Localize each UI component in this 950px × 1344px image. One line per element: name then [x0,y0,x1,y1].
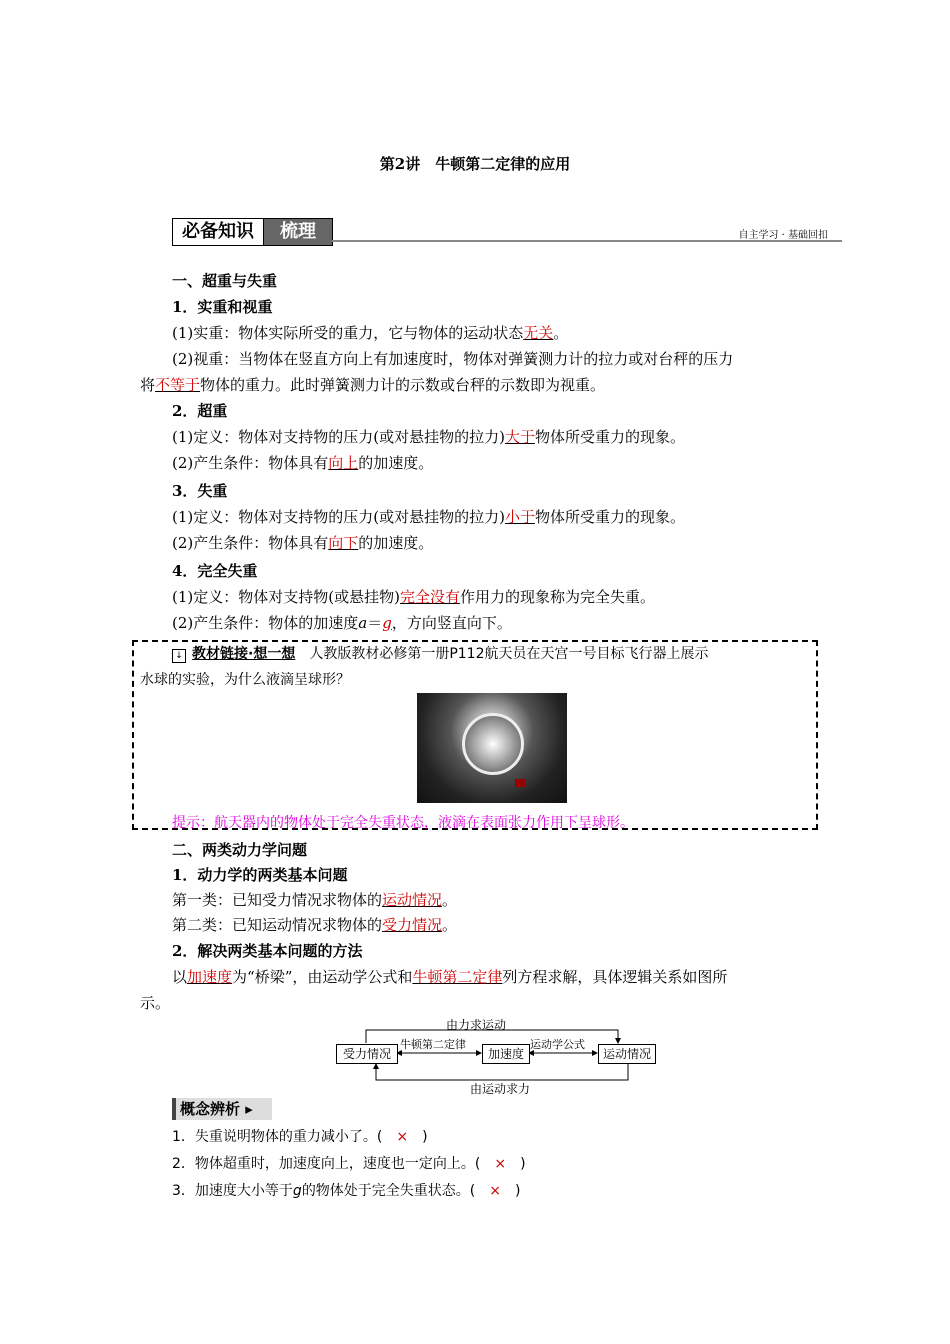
banner-left: 必备知识 [172,218,264,246]
concept-heading: 概念辨析 ▸ [172,1098,272,1120]
answer-blank: 加速度 [187,968,233,986]
s2-p2-line-b: 示。 [140,994,171,1012]
s1-p1-title: 1．实重和视重 [172,298,273,316]
link-hint: 提示：航天器内的物体处于完全失重状态，液滴在表面张力作用下呈球形。 [172,815,634,831]
answer-blank: g [382,614,392,632]
diagram-top-label: 由力求运动 [446,1018,507,1032]
section1-heading: 一、超重与失重 [172,272,278,290]
s1-p4-title: 4．完全失重 [172,562,258,580]
answer-blank: 不等于 [155,376,201,394]
wrong-mark: × [396,1129,409,1145]
diagram-arrow2-label: 运动学公式 [530,1038,585,1051]
s2-p1-line-b: 第二类：已知运动情况求物体的受力情况。 [172,916,458,934]
diagram-arrow1-label: 牛顿第二定律 [400,1038,466,1051]
answer-blank: 向下 [328,534,359,552]
answer-blank: 大于 [504,428,535,446]
diagram-bottom-label: 由运动求力 [470,1082,531,1096]
s1-p1-line-b1: (2)视重：当物体在竖直方向上有加速度时，物体对弹簧测力计的拉力或对台秤的压力 [172,350,734,368]
banner-right: 梳理 [263,218,333,246]
page-title: 第2讲 牛顿第二定律的应用 [379,155,571,173]
s1-p1-line-a: (1)实重：物体实际所受的重力，它与物体的运动状态无关。 [172,324,569,342]
s1-p2-line-b: (2)产生条件：物体具有向上的加速度。 [172,454,434,472]
link-line2: 水球的实验，为什么液滴呈球形？ [140,672,350,688]
diagram-box-force: 受力情况 [336,1044,398,1064]
s1-p4-line-b: (2)产生条件：物体的加速度a＝g，方向竖直向下。 [172,614,512,632]
s1-p2-line-a: (1)定义：物体对支持物的压力(或对悬挂物的拉力)大于物体所受重力的现象。 [172,428,685,446]
astronaut-water-ball-photo [417,693,567,803]
diagram-box-acceleration: 加速度 [482,1044,530,1064]
answer-blank: 受力情况 [382,916,443,934]
s1-p3-title: 3．失重 [172,482,228,500]
diagram-box-motion: 运动情况 [598,1044,656,1064]
s1-p1-line-b2: 将不等于物体的重力。此时弹簧测力计的示数或台秤的示数即为视重。 [140,376,606,394]
concept-q2: 2．物体超重时，加速度向上，速度也一定向上。( × ) [172,1156,526,1172]
s2-p2-line-a: 以加速度为“桥梁”，由运动学公式和牛顿第二定律列方程求解，具体逻辑关系如图所 [172,968,728,986]
concept-q1: 1．失重说明物体的重力减小了。( × ) [172,1129,428,1145]
answer-blank: 向上 [328,454,359,472]
wrong-mark: × [494,1156,507,1172]
link-line1: ↓ 教材链接·想一想 人教版教材必修第一册P112航天员在天宫一号目标飞行器上展示 [172,644,709,664]
answer-blank: 无关 [523,324,554,342]
s2-p1-title: 1．动力学的两类基本问题 [172,866,348,884]
s1-p3-line-a: (1)定义：物体对支持物的压力(或对悬挂物的拉力)小于物体所受重力的现象。 [172,508,685,526]
concept-q3: 3．加速度大小等于g的物体处于完全失重状态。( × ) [172,1183,521,1199]
s1-p4-line-a: (1)定义：物体对支持物(或悬挂物)完全没有作用力的现象称为完全失重。 [172,588,655,606]
logic-diagram [336,1016,656,1096]
s2-p1-line-a: 第一类：已知受力情况求物体的运动情况。 [172,891,458,909]
download-icon: ↓ [172,649,186,663]
s1-p2-title: 2．超重 [172,402,228,420]
wrong-mark: × [489,1183,502,1199]
section-banner [172,218,842,246]
s1-p3-line-b: (2)产生条件：物体具有向下的加速度。 [172,534,434,552]
banner-tag: 自主学习 · 基础回扣 [738,230,828,241]
answer-blank: 完全没有 [399,588,460,606]
answer-blank: 运动情况 [382,891,443,909]
answer-blank: 牛顿第二定律 [412,968,503,986]
s2-p2-title: 2．解决两类基本问题的方法 [172,942,363,960]
section2-heading: 二、两类动力学问题 [172,841,308,859]
answer-blank: 小于 [504,508,535,526]
